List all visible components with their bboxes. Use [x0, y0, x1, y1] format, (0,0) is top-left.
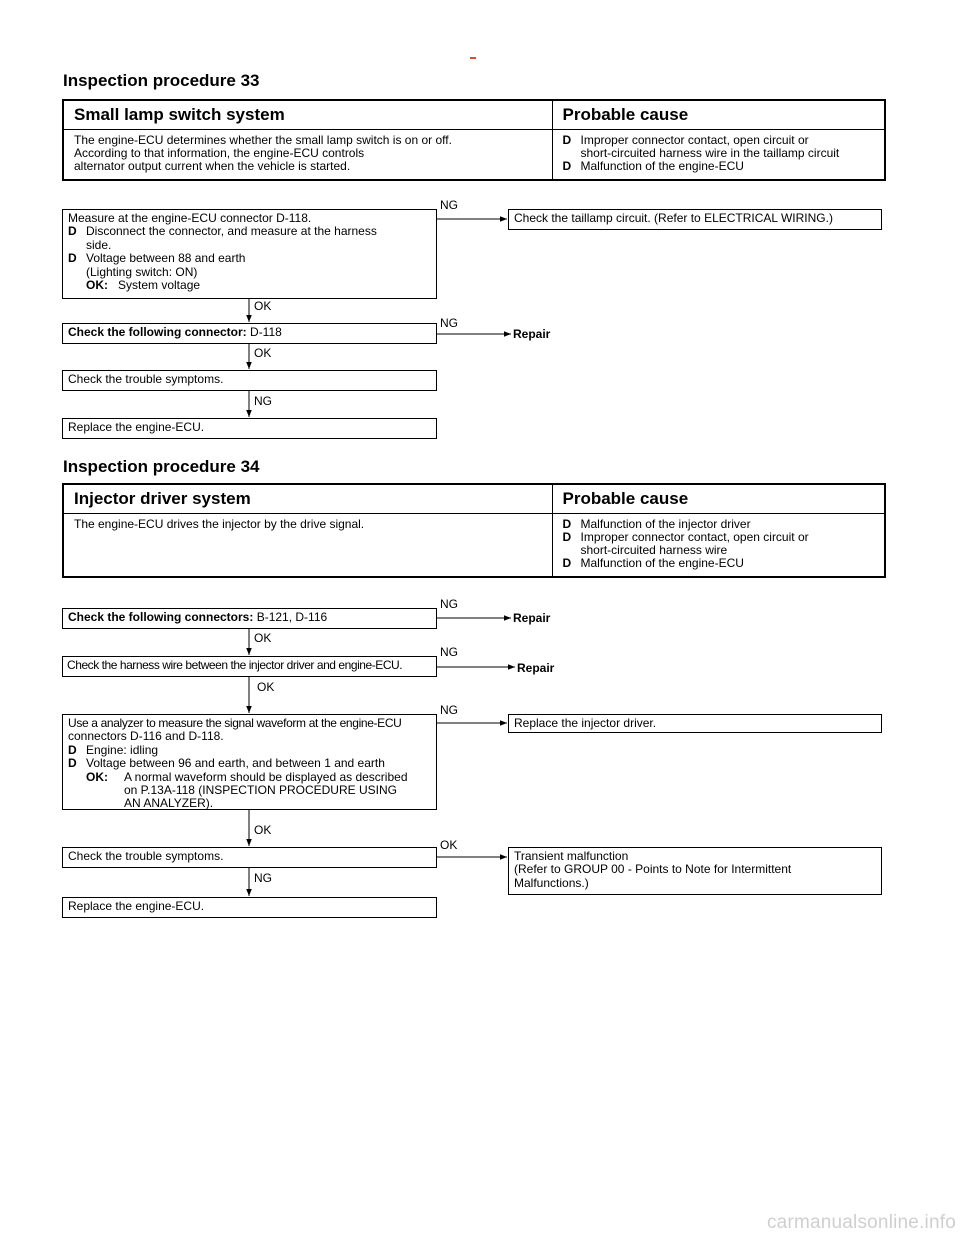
ng-label: NG: [440, 597, 458, 611]
ok-label: OK: [254, 823, 272, 837]
system-description: The engine-ECU determines whether the small lamp switch is on or off. According to that information, the engine-ECU controls alternator output current when the vehicle is started.: [63, 130, 552, 181]
step-check-trouble-symptoms: Check the trouble symptoms.: [62, 370, 437, 391]
ng-label: NG: [440, 316, 458, 330]
result-repair: Repair: [517, 661, 555, 675]
step-check-connector-d118: Check the following connector: D-118: [62, 323, 437, 344]
step-measure-signal-waveform: Use a analyzer to measure the signal waveform at the engine-ECU connectors D-116 and D-118. D Engine: idling D Voltage between 96 and earth, and between 1 and earth OK: A normal waveform should be displayed as described on P.13A-118 (INSPECTION PROCEDURE USING AN ANALYZER).: [62, 714, 437, 810]
ok-label: OK: [254, 299, 272, 313]
ng-label: NG: [254, 394, 272, 408]
cause-item: D Malfunction of the engine-ECU: [562, 556, 744, 570]
probable-cause-header: Probable cause: [552, 100, 885, 130]
step-check-trouble-symptoms: Check the trouble symptoms.: [62, 847, 437, 868]
step-check-connectors-b121-d116: Check the following connectors: B-121, D-116: [62, 608, 437, 629]
step-measure-connector: Measure at the engine-ECU connector D-118. D Disconnect the connector, and measure at the harness side. D Voltage between 88 and earth (Lighting switch: ON) OK: System voltage: [62, 209, 437, 299]
ng-label: NG: [254, 871, 272, 885]
ng-label: NG: [440, 198, 458, 212]
result-repair: Repair: [513, 327, 551, 341]
ok-label: OK: [257, 680, 275, 694]
probable-cause-header: Probable cause: [552, 484, 885, 514]
result-check-taillamp-circuit: Check the taillamp circuit. (Refer to ELECTRICAL WIRING.): [508, 209, 882, 230]
ok-label: OK: [254, 631, 272, 645]
watermark-text: carmanualsonline.info: [766, 1212, 956, 1233]
cause-item: D Malfunction of the injector driver: [562, 517, 751, 531]
ng-label: NG: [440, 645, 458, 659]
cause-item: D Malfunction of the engine-ECU: [562, 159, 744, 173]
result-replace-injector-driver: Replace the injector driver.: [508, 714, 882, 733]
system-header: Small lamp switch system: [63, 100, 552, 130]
cause-item: D Improper connector contact, open circuit or short-circuited harness wire: [562, 530, 809, 557]
result-repair: Repair: [513, 611, 551, 625]
cause-item: D Improper connector contact, open circuit or short-circuited harness wire in the taillamp circuit: [562, 133, 840, 160]
ng-label: NG: [440, 703, 458, 717]
result-transient-malfunction: Transient malfunction (Refer to GROUP 00 - Points to Note for Intermittent Malfunctions.): [508, 847, 882, 895]
procedure-33-heading: Inspection procedure 33: [63, 71, 260, 90]
system-description: The engine-ECU drives the injector by the drive signal.: [63, 514, 552, 578]
system-header: Injector driver system: [63, 484, 552, 514]
step-replace-engine-ecu: Replace the engine-ECU.: [62, 418, 437, 439]
procedure-34-heading: Inspection procedure 34: [63, 457, 260, 476]
step-check-harness-wire: Check the harness wire between the injector driver and engine-ECU.: [62, 656, 437, 677]
ok-label: OK: [440, 838, 458, 852]
ok-label: OK: [254, 346, 272, 360]
step-replace-engine-ecu: Replace the engine-ECU.: [62, 897, 437, 918]
